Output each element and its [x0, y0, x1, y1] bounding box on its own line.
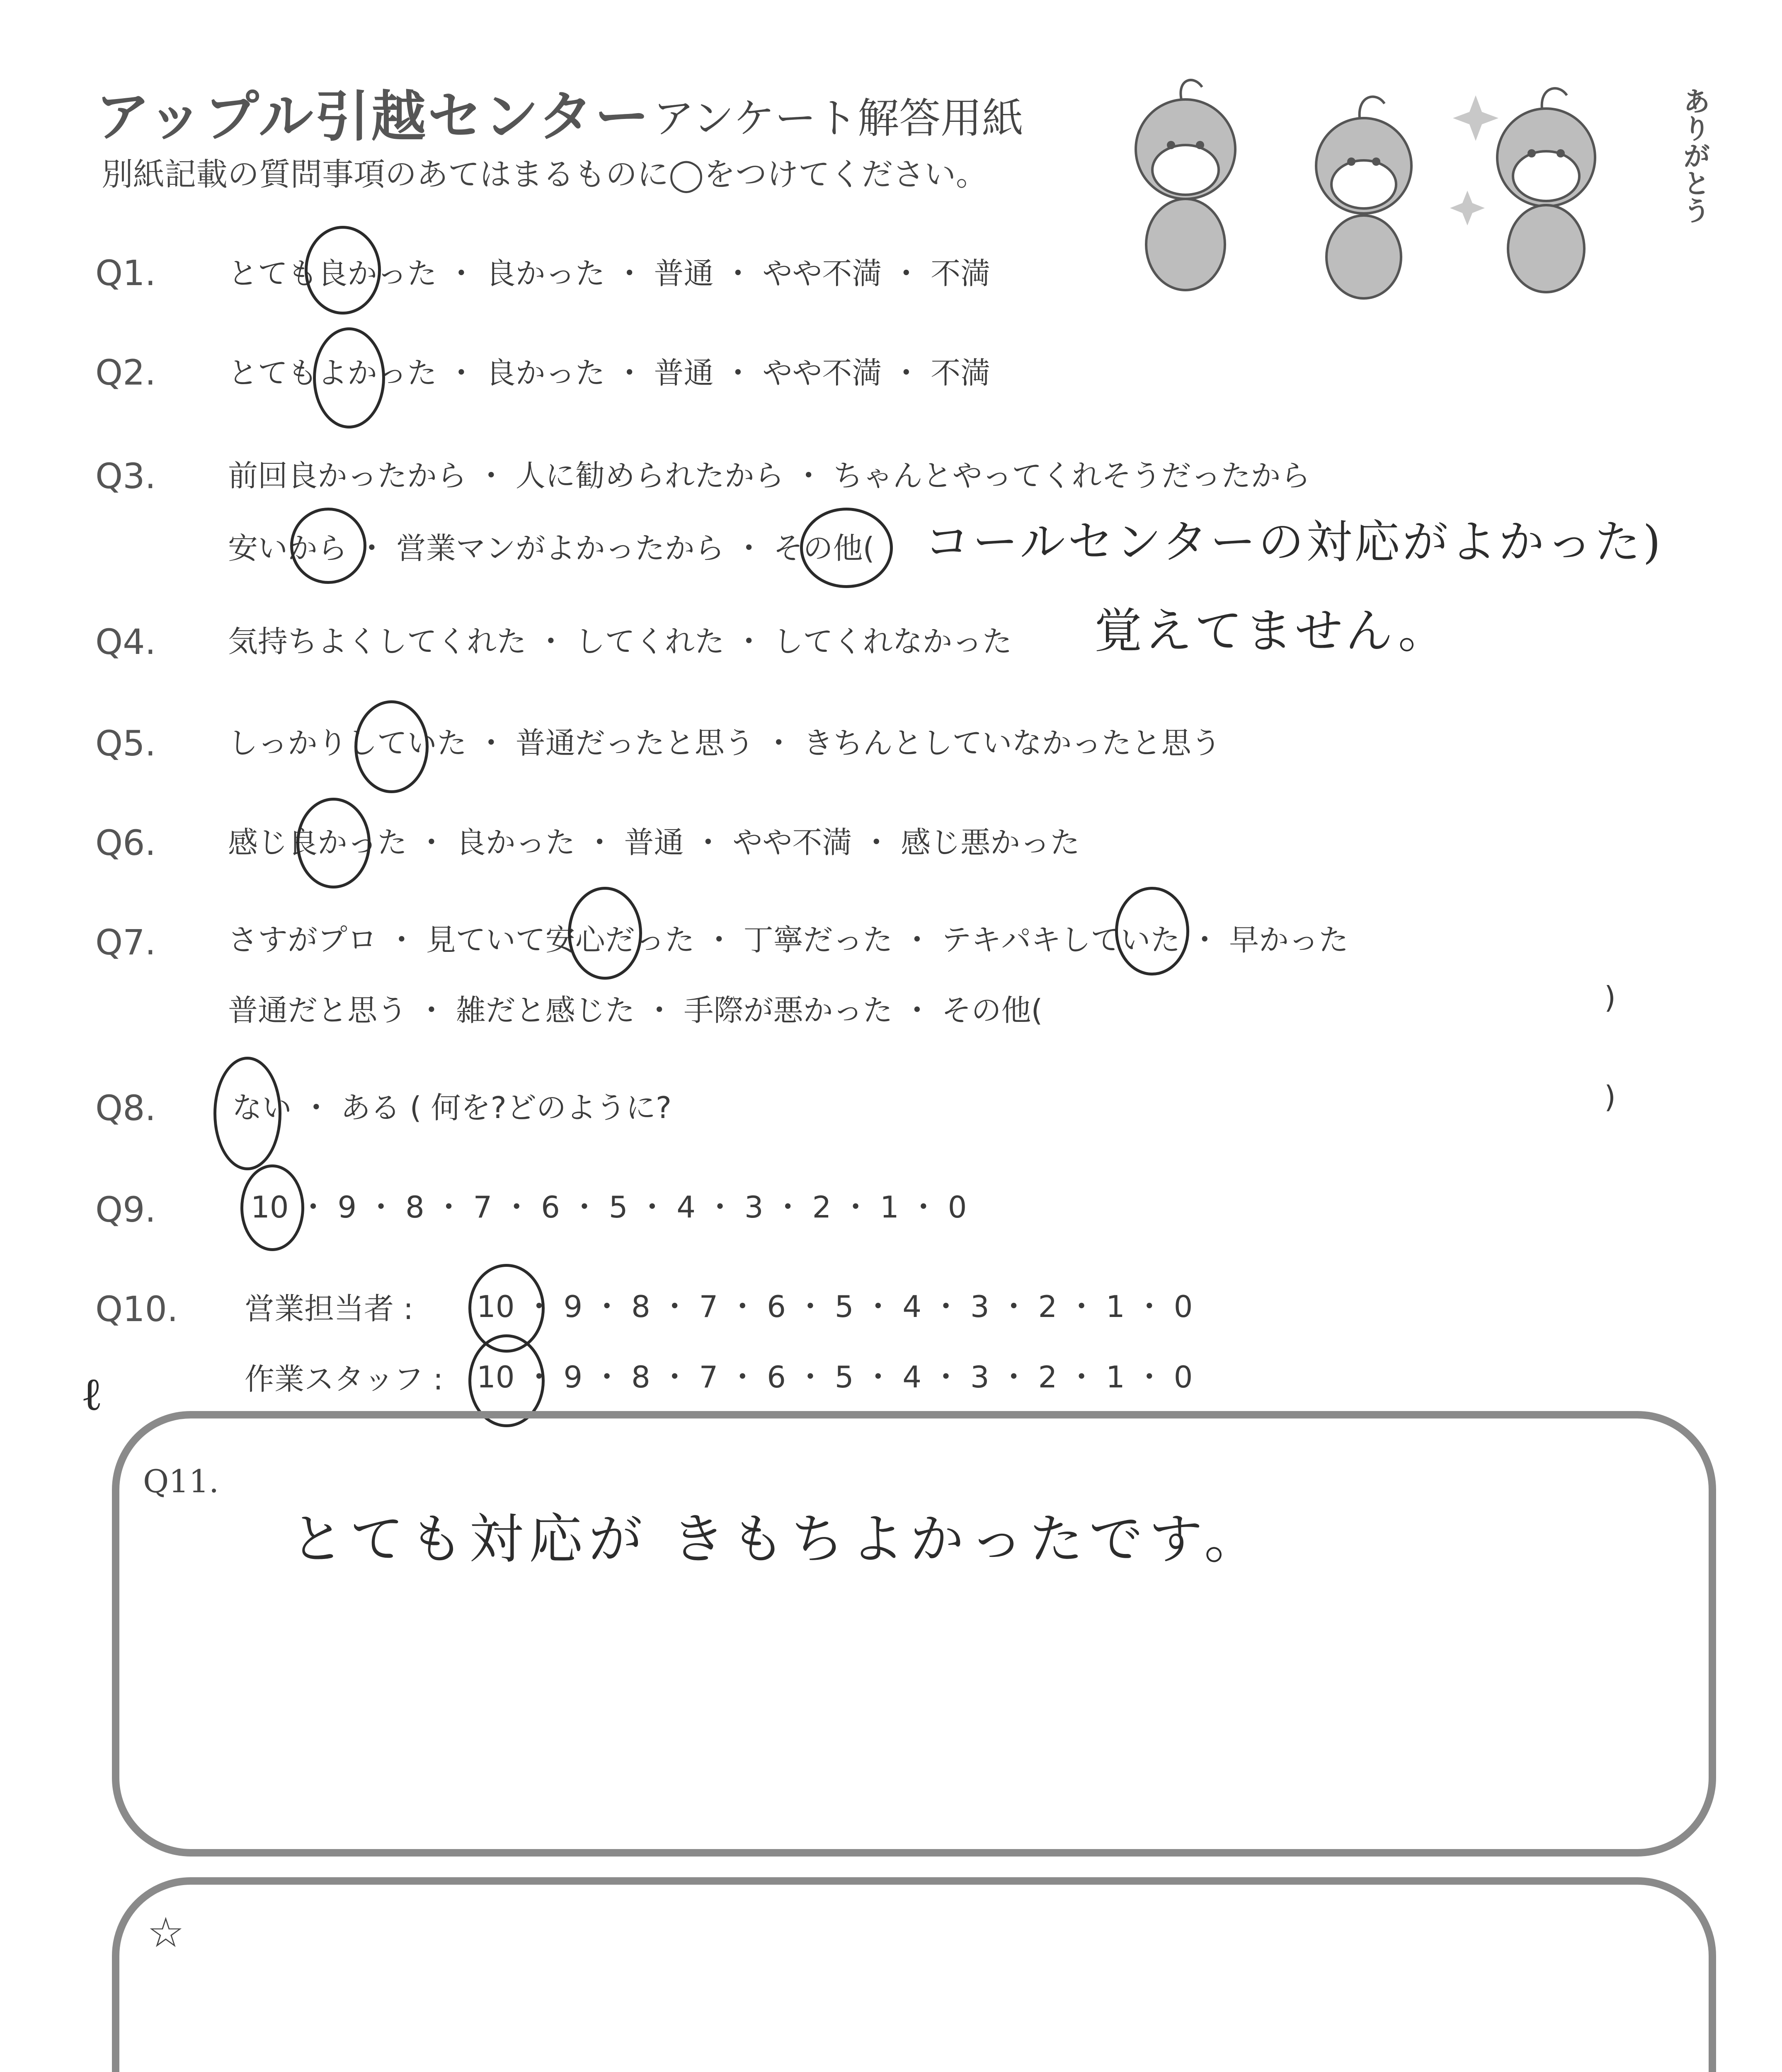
q2-answer-circle — [313, 327, 385, 428]
form-name: アンケート解答用紙 — [653, 94, 1023, 143]
q2-label: Q2. — [95, 352, 156, 393]
q7-close-paren: ) — [1604, 980, 1616, 1015]
q6-label: Q6. — [95, 823, 156, 863]
q10-label: Q10. — [95, 1289, 178, 1329]
monkey-mascots-illustration — [1119, 70, 1691, 303]
q1-options[interactable]: とても良かった ・ 良かった ・ 普通 ・ やや不満 ・ 不満 — [228, 256, 991, 291]
q3-label: Q3. — [95, 456, 156, 496]
q10-sales-scale[interactable]: 10 ・ 9 ・ 8 ・ 7 ・ 6 ・ 5 ・ 4 ・ 3 ・ 2 ・ 1 ・ 0 — [477, 1289, 1193, 1324]
q10-staff-scale[interactable]: 10 ・ 9 ・ 8 ・ 7 ・ 6 ・ 5 ・ 4 ・ 3 ・ 2 ・ 1 ・ 0 — [477, 1360, 1193, 1394]
q9-scale[interactable]: 10 ・ 9 ・ 8 ・ 7 ・ 6 ・ 5 ・ 4 ・ 3 ・ 2 ・ 1 ・ 0 — [251, 1190, 967, 1225]
q1-answer-circle — [305, 226, 381, 315]
margin-handwritten-mark: ℓ — [81, 1368, 105, 1421]
q3-answer-circle-2 — [800, 508, 893, 588]
q6-options[interactable]: 感じ良かった ・ 良かった ・ 普通 ・ やや不満 ・ 感じ悪かった — [228, 825, 1080, 860]
q7-label: Q7. — [95, 922, 156, 963]
mascot-caption: ありがとう — [1678, 87, 1710, 224]
q1-label: Q1. — [95, 253, 156, 293]
q11-handwritten-comment: とても対応が きもちよかったです。 — [290, 1508, 1264, 1571]
q5-label: Q5. — [95, 723, 156, 764]
q10-staff-label: 作業スタッフ : — [245, 1362, 444, 1397]
q7-options-line2[interactable]: 普通だと思う ・ 雑だと感じた ・ 手際が悪かった ・ その他( — [228, 993, 1043, 1028]
star-icon: ☆ — [147, 1908, 184, 1957]
q3-options-line2[interactable]: 安いから ・ 営業マンがよかったから ・ その他( — [228, 531, 875, 566]
q4-label: Q4. — [95, 622, 156, 662]
star-comment-box[interactable] — [112, 1877, 1716, 2072]
q3-answer-circle-1 — [290, 508, 366, 584]
q11-label: Q11. — [143, 1463, 219, 1500]
instruction-text: 別紙記載の質問事項のあてはまるものに◯をつけてください。 — [102, 156, 988, 193]
q4-options[interactable]: 気持ちよくしてくれた ・ してくれた ・ してくれなかった — [228, 624, 1012, 659]
q2-options[interactable]: とてもよかった ・ 良かった ・ 普通 ・ やや不満 ・ 不満 — [228, 356, 991, 390]
q6-answer-circle — [296, 798, 371, 888]
q5-answer-circle — [354, 700, 429, 793]
company-title: アップル引越センター — [95, 85, 651, 149]
q11-comment-box[interactable] — [112, 1411, 1716, 1857]
q7-options-line1[interactable]: さすがプロ ・ 見ていて安心だった ・ 丁寧だった ・ テキパキしていた ・ 早かった — [228, 922, 1349, 957]
q3-options-line1[interactable]: 前回良かったから ・ 人に勧められたから ・ ちゃんとやってくれそうだったから — [228, 458, 1311, 493]
q8-options[interactable]: ない ・ ある ( 何を?どのように? — [232, 1090, 672, 1125]
q8-label: Q8. — [95, 1088, 156, 1128]
q8-answer-circle — [213, 1057, 281, 1170]
q3-handwritten-other: コールセンターの対応がよかった) — [924, 516, 1663, 569]
q5-options[interactable]: しっかりしていた ・ 普通だったと思う ・ きちんとしていなかったと思う — [228, 726, 1221, 760]
q4-handwritten-note: 覚えてません。 — [1094, 603, 1448, 659]
q10-sales-label: 営業担当者 : — [245, 1291, 414, 1326]
q9-label: Q9. — [95, 1189, 156, 1230]
q9-answer-circle — [240, 1164, 304, 1251]
q7-answer-circle-2 — [1115, 887, 1189, 975]
q8-close-paren: ) — [1604, 1080, 1616, 1114]
q7-answer-circle-1 — [568, 887, 642, 980]
